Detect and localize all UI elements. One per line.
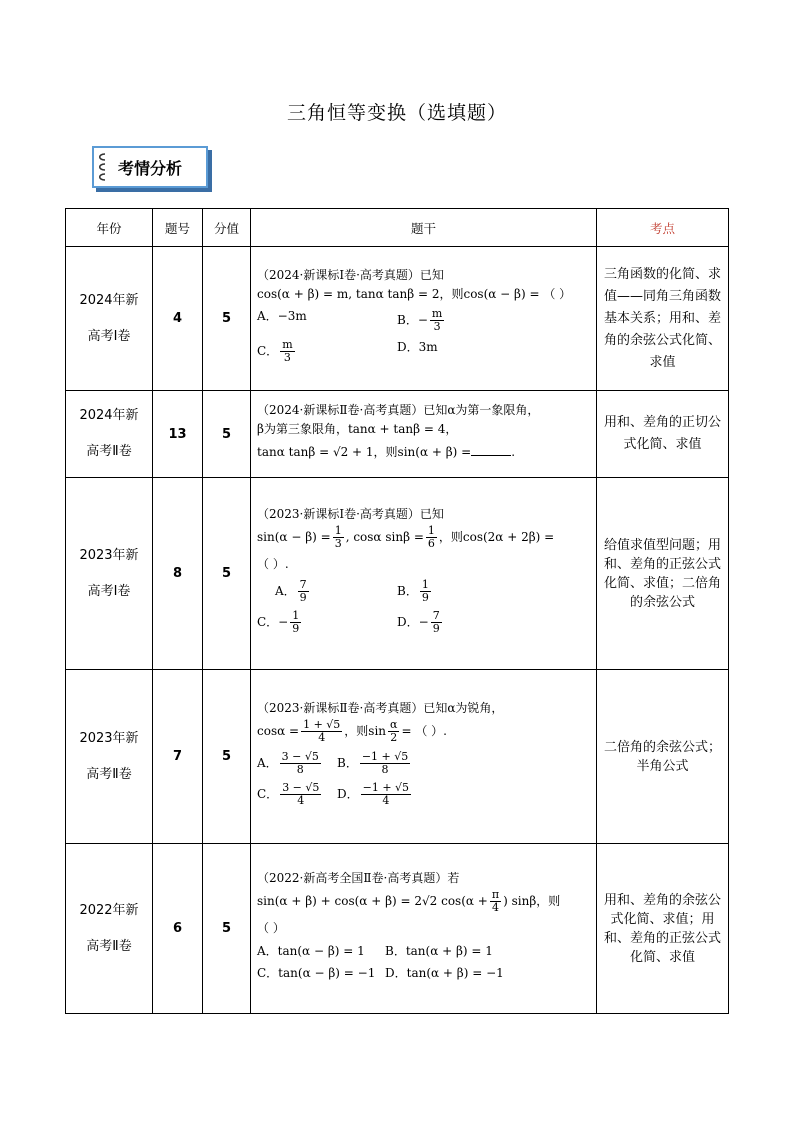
qno-cell: 6	[153, 844, 203, 1014]
score-cell: 5	[203, 247, 251, 391]
question-source: （2022·新高考全国Ⅱ卷·高考真题）若	[257, 871, 460, 886]
question-cell	[251, 478, 597, 670]
option-a: A． $\frac{3 - √5}{8}$	[257, 749, 319, 776]
option-c: C． $\frac{m}{3}$	[257, 338, 293, 365]
page-title: 三角恒等变换（选填题）	[286, 102, 507, 124]
option-d: D．− $\frac{7}{9}$	[397, 608, 440, 635]
header-score: 分值	[203, 209, 251, 247]
table-header-row	[66, 209, 729, 247]
qno-cell: 4	[153, 247, 203, 391]
point-cell: 二倍角的余弦公式；半角公式	[597, 670, 729, 844]
table-row	[66, 670, 729, 844]
question-line: （ ）	[257, 921, 285, 936]
score-cell: 5	[203, 478, 251, 670]
section-heading	[92, 146, 208, 188]
question-line: cos(α + β) = m, tanα tanβ = 2，则cos(α − β) = （ ）	[257, 286, 572, 301]
table-row	[66, 478, 729, 670]
header-stem: 题干	[251, 209, 597, 247]
option-d: D． $\frac{-1 + √5}{4}$	[337, 780, 410, 807]
question-cell	[251, 670, 597, 844]
qno-cell: 13	[153, 391, 203, 478]
exam-analysis-table	[65, 208, 729, 1014]
question-line: tanα tanβ = √2 + 1，则sin(α + β) = .	[257, 444, 516, 459]
question-source: （2024·新课标Ⅱ卷·高考真题）已知α为第一象限角，	[257, 403, 540, 418]
table-row	[66, 844, 729, 1014]
question-cell	[251, 247, 597, 391]
qno-cell: 8	[153, 478, 203, 670]
question-cell	[251, 391, 597, 478]
question-source: （2023·新课标Ⅱ卷·高考真题）已知α为锐角，	[257, 701, 504, 716]
question-line: β为第三象限角，tanα + tanβ = 4，	[257, 422, 458, 437]
year-cell: 2023年新高考Ⅰ卷	[66, 478, 153, 670]
question-line: sin(α − β) = $\frac{1}{3}$ , cosα sinβ = $\frac{1}{6}$ ，则cos(2α + 2β) =	[257, 524, 555, 551]
header-point: 考点	[597, 209, 729, 247]
score-cell: 5	[203, 391, 251, 478]
question-source: （2024·新课标Ⅰ卷·高考真题）已知	[257, 267, 444, 282]
option-b: B． $\frac{1}{9}$	[397, 577, 429, 604]
binder-rings-icon	[96, 150, 108, 184]
option-d: D．3m	[397, 340, 438, 355]
score-cell: 5	[203, 844, 251, 1014]
question-line: sin(α + β) + cos(α + β) = 2√2 cos(α + $\frac{\pi}{4}$ ) sinβ，则	[257, 888, 561, 915]
point-cell: 三角函数的化简、求值——同角三角函数基本关系；用和、差角的余弦公式化简、求值	[597, 247, 729, 391]
question-line: （ ）.	[257, 557, 289, 572]
question-line: cosα = $\frac{1 + √5}{4}$ ，则sin $\frac{\alpha}{2}$ = （ ）.	[257, 718, 447, 745]
point-cell: 用和、差角的余弦公式化简、求值；用和、差角的正弦公式化简、求值	[597, 844, 729, 1014]
option-c: C． $\frac{3 - √5}{4}$	[257, 780, 320, 807]
section-heading-label: 考情分析	[117, 158, 182, 178]
header-qno: 题号	[153, 209, 203, 247]
table-row	[66, 391, 729, 478]
answer-blank	[471, 455, 511, 456]
header-year: 年份	[66, 209, 153, 247]
option-b: B．tan(α + β) = 1	[385, 943, 493, 958]
option-b: B． $\frac{-1 + √5}{8}$	[337, 749, 409, 776]
option-a: A．−3m	[257, 309, 307, 323]
option-a: A．tan(α − β) = 1	[257, 943, 365, 958]
question-source: （2023·新课标Ⅰ卷·高考真题）已知	[257, 507, 444, 522]
score-cell: 5	[203, 670, 251, 844]
year-cell: 2022年新高考Ⅱ卷	[66, 844, 153, 1014]
table-row	[66, 247, 729, 391]
year-cell: 2024年新高考Ⅱ卷	[66, 391, 153, 478]
option-c: C．tan(α − β) = −1	[257, 965, 376, 980]
option-b: B．− $\frac{m}{3}$	[397, 307, 443, 334]
option-d: D．tan(α + β) = −1	[385, 965, 504, 980]
year-cell: 2023年新高考Ⅱ卷	[66, 670, 153, 844]
question-cell	[251, 844, 597, 1014]
point-cell: 用和、差角的正切公式化简、求值	[597, 391, 729, 478]
option-a: A． $\frac{7}{9}$	[275, 577, 307, 604]
qno-cell: 7	[153, 670, 203, 844]
year-cell: 2024年新高考Ⅰ卷	[66, 247, 153, 391]
option-c: C．− $\frac{1}{9}$	[257, 608, 300, 635]
point-cell: 给值求值型问题；用和、差角的正弦公式化简、求值；二倍角的余弦公式	[597, 478, 729, 670]
